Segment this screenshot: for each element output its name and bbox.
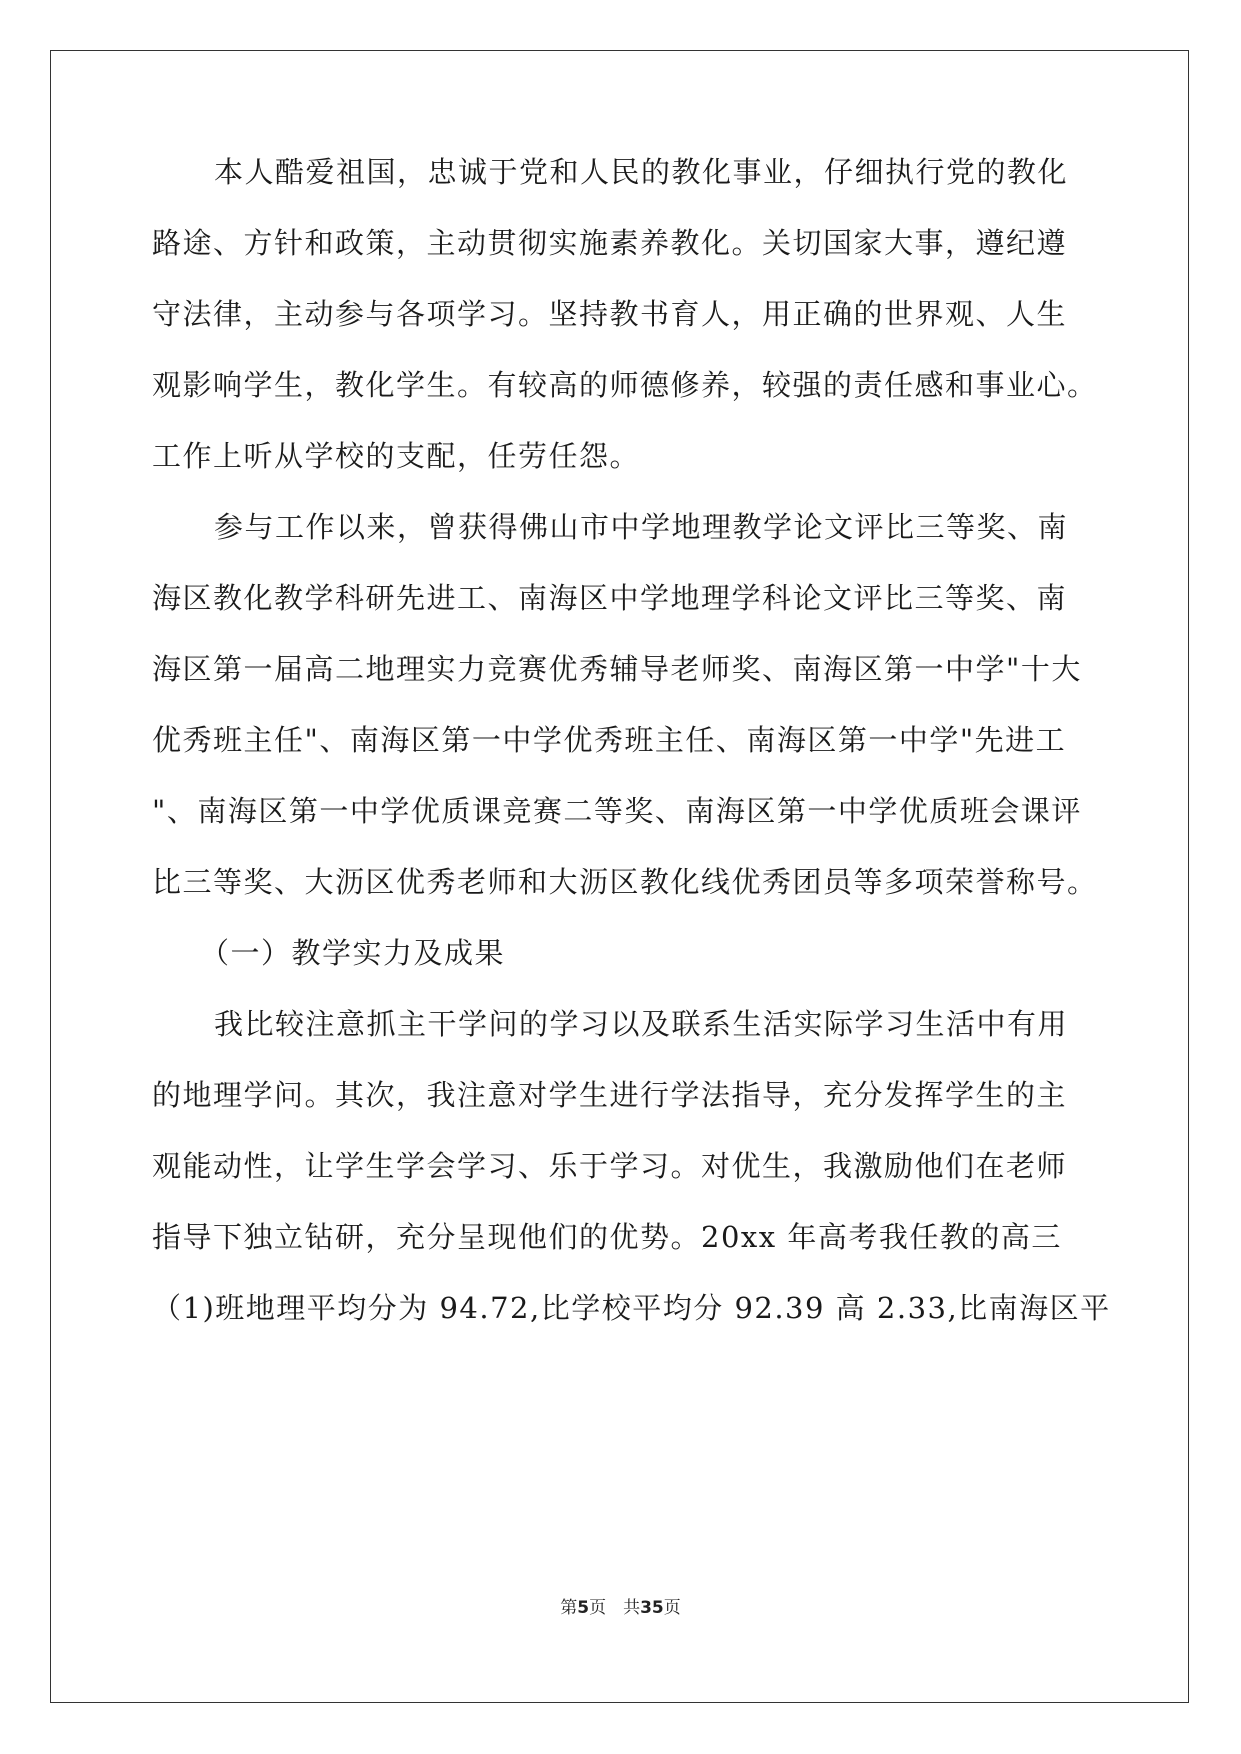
current-page-number: 5 <box>577 1598 590 1618</box>
paragraph-line: 海区第一届高二地理实力竞赛优秀辅导老师奖、南海区第一中学"十大 <box>152 652 1082 686</box>
paragraph-line: 观影响学生，教化学生。有较高的师德修养，较强的责任感和事业心。 <box>152 368 1098 402</box>
footer-prefix: 第 <box>560 1598 578 1618</box>
paragraph-line: 参与工作以来，曾获得佛山市中学地理教学论文评比三等奖、南 <box>214 510 1069 544</box>
paragraph-line: 工作上听从学校的支配，任劳任怨。 <box>152 439 641 473</box>
paragraph-line: 优秀班主任"、南海区第一中学优秀班主任、南海区第一中学"先进工 <box>152 723 1067 757</box>
paragraph-line: 我比较注意抓主干学问的学习以及联系生活实际学习生活中有用 <box>214 1007 1069 1041</box>
paragraph-line: 本人酷爱祖国，忠诚于党和人民的教化事业，仔细执行党的教化 <box>214 155 1069 189</box>
paragraph-line: 的地理学问。其次，我注意对学生进行学法指导，充分发挥学生的主 <box>152 1078 1068 1112</box>
paragraph-line: "、南海区第一中学优质课竞赛二等奖、南海区第一中学优质班会课评 <box>152 794 1082 828</box>
paragraph-line: 指导下独立钻研，充分呈现他们的优势。20xx 年高考我任教的高三 <box>152 1220 1062 1254</box>
paragraph-line: 海区教化教学科研先进工、南海区中学地理学科论文评比三等奖、南 <box>152 581 1068 615</box>
footer-middle: 页 共 <box>589 1598 641 1618</box>
footer-suffix: 页 <box>663 1598 681 1618</box>
section-heading: （一）教学实力及成果 <box>200 936 506 970</box>
paragraph-line: （1)班地理平均分为 94.72,比学校平均分 92.39 高 2.33,比南海区平 <box>152 1291 1111 1325</box>
paragraph-line: 路途、方针和政策，主动贯彻实施素养教化。关切国家大事，遵纪遵 <box>152 226 1068 260</box>
total-page-count: 35 <box>640 1598 664 1618</box>
paragraph-line: 比三等奖、大沥区优秀老师和大沥区教化线优秀团员等多项荣誉称号。 <box>152 865 1098 899</box>
paragraph-line: 守法律，主动参与各项学习。坚持教书育人，用正确的世界观、人生 <box>152 297 1068 331</box>
paragraph-line: 观能动性，让学生学会学习、乐于学习。对优生，我激励他们在老师 <box>152 1149 1068 1183</box>
page-footer <box>0 1596 1241 1620</box>
